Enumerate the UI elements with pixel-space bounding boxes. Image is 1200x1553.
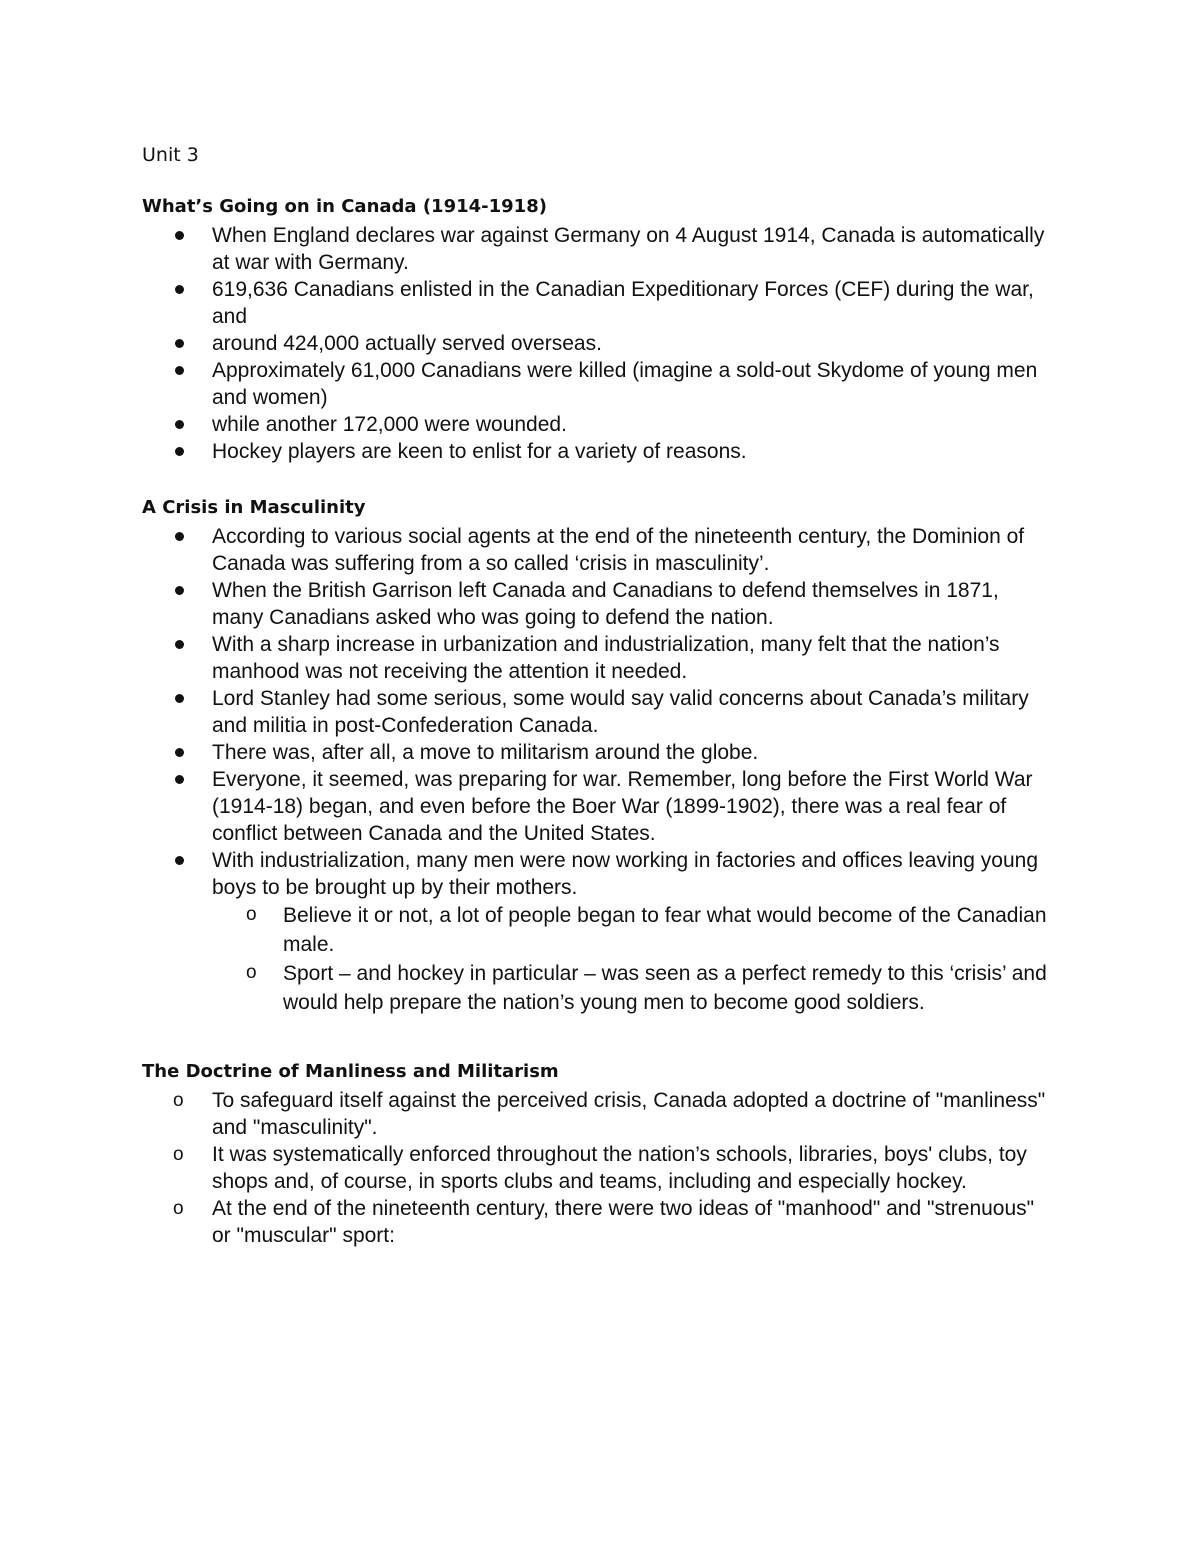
list-item — [142, 411, 1052, 438]
list-item-text: It was systematically enforced throughout the nation’s schools, libraries, boys' clubs, toy shops and, of course, in sports clubs and teams, including and especially hockey. — [212, 1143, 1027, 1193]
list-item-text: There was, after all, a move to militarism around the globe. — [212, 741, 759, 764]
list-item — [142, 1195, 1052, 1249]
list-item — [142, 631, 1052, 685]
section-heading: The Doctrine of Manliness and Militarism — [142, 1061, 559, 1082]
list-item — [142, 330, 1052, 357]
circle-bullet-icon: o — [246, 962, 257, 983]
section-doctrine-of-manliness — [142, 1057, 1052, 1249]
list-item — [142, 222, 1052, 276]
list-item — [142, 357, 1052, 411]
list-item — [142, 739, 1052, 766]
list-item-text: When England declares war against Germany on 4 August 1914, Canada is automatically at war with Germany. — [212, 224, 1045, 274]
sub-list-item-text: Sport – and hockey in particular – was seen as a perfect remedy to this ‘crisis’ and would help prepare the nation’s young men to become good soldiers. — [283, 962, 1047, 1014]
section-canada-1914-1918 — [142, 192, 1052, 465]
list-item-text: With a sharp increase in urbanization and industrialization, many felt that the nation’s manhood was not receiving the attention it needed. — [212, 633, 1000, 683]
list-item — [142, 1087, 1052, 1141]
list-item — [142, 685, 1052, 739]
sub-list-item — [212, 959, 1052, 1017]
list-item — [142, 1141, 1052, 1195]
bullet-list — [142, 523, 1052, 1017]
bullet-list — [142, 222, 1052, 465]
list-item-text: Everyone, it seemed, was preparing for war. Remember, long before the First World War (1914-18) began, and even before the Boer War (1899-1902), there was a real fear of conflict between Canada and the United States. — [212, 768, 1033, 845]
section-crisis-in-masculinity — [142, 493, 1052, 1017]
circle-bullet-icon: o — [173, 1198, 184, 1219]
list-item — [142, 276, 1052, 330]
list-item-text: With industrialization, many men were now working in factories and offices leaving young boys to be brought up by their mothers. — [212, 849, 1039, 899]
sub-list-item-text: Believe it or not, a lot of people began to fear what would become of the Canadian male. — [283, 904, 1047, 956]
circle-list — [142, 1087, 1052, 1249]
section-heading: A Crisis in Masculinity — [142, 497, 366, 518]
list-item-text: According to various social agents at the end of the nineteenth century, the Dominion of Canada was suffering from a so called ‘crisis in masculinity’. — [212, 525, 1025, 575]
circle-bullet-icon: o — [173, 1090, 184, 1111]
circle-bullet-icon: o — [246, 904, 257, 925]
section-heading: What’s Going on in Canada (1914-1918) — [142, 196, 547, 217]
list-item-text: To safeguard itself against the perceived crisis, Canada adopted a doctrine of "manliness" and "masculinity". — [212, 1089, 1046, 1139]
list-item — [142, 438, 1052, 465]
list-item-text: Lord Stanley had some serious, some would say valid concerns about Canada’s military and militia in post-Confederation Canada. — [212, 687, 1029, 737]
list-item-text: When the British Garrison left Canada and Canadians to defend themselves in 1871, many Canadians asked who was going to defend the nation. — [212, 579, 999, 629]
list-item-text: 619,636 Canadians enlisted in the Canadian Expeditionary Forces (CEF) during the war, and — [212, 278, 1034, 328]
sub-list-item — [212, 901, 1052, 959]
list-item-text: Approximately 61,000 Canadians were killed (imagine a sold-out Skydome of young men and women) — [212, 359, 1038, 409]
list-item — [142, 847, 1052, 1017]
list-item — [142, 766, 1052, 847]
circle-bullet-icon: o — [173, 1144, 184, 1165]
unit-title: Unit 3 — [142, 144, 199, 166]
sub-list — [212, 901, 1052, 1017]
list-item — [142, 577, 1052, 631]
list-item-text: around 424,000 actually served overseas. — [212, 332, 602, 355]
list-item-text: while another 172,000 were wounded. — [212, 413, 567, 436]
document-page — [142, 140, 1052, 1277]
list-item-text: Hockey players are keen to enlist for a variety of reasons. — [212, 440, 747, 463]
list-item — [142, 523, 1052, 577]
list-item-text: At the end of the nineteenth century, there were two ideas of "manhood" and "strenuous" or "muscular" sport: — [212, 1197, 1035, 1247]
